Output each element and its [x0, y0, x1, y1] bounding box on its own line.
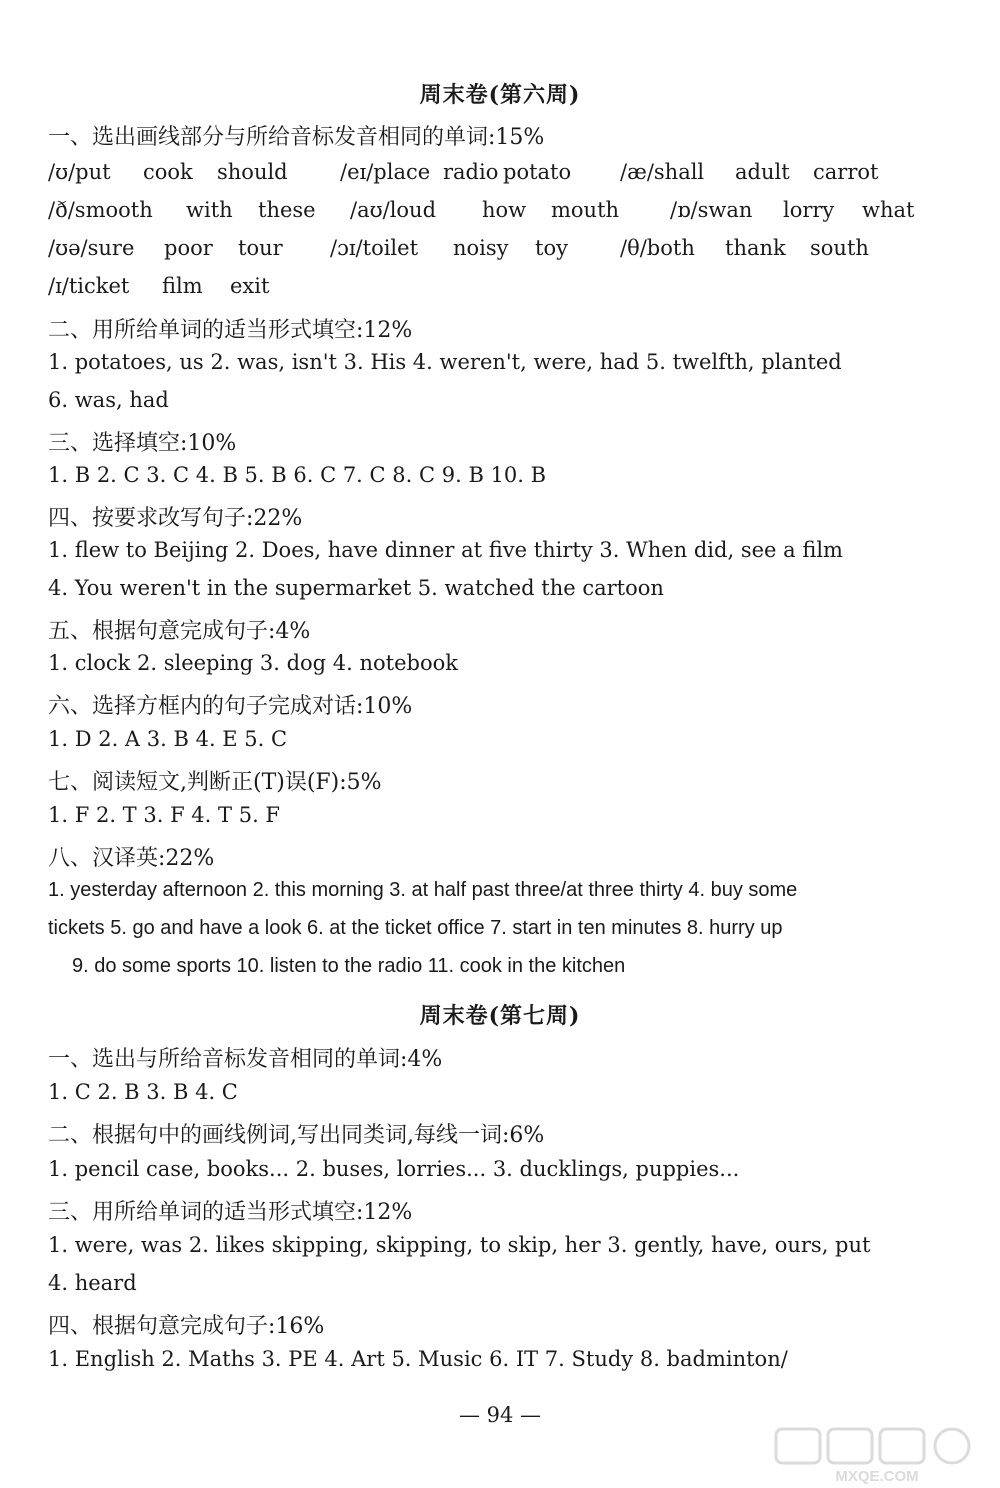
- answer-line: 9. do some sports 10. listen to the radio 11. cook in the kitchen: [72, 955, 626, 977]
- answer-line: 1. pencil case, books... 2. buses, lorries... 3. ducklings, puppies...: [48, 1157, 740, 1181]
- phonetic-item: /æ/shall: [620, 160, 705, 184]
- answer-line: 1. C 2. B 3. B 4. C: [48, 1080, 238, 1104]
- phonetic-item: poor: [164, 236, 213, 260]
- week6-title: 周末卷(第六周): [419, 82, 581, 108]
- watermark-text: MXQE.COM: [835, 1468, 919, 1485]
- answer-line: 1. F 2. T 3. F 4. T 5. F: [48, 803, 280, 827]
- answer-line: 1. B 2. C 3. C 4. B 5. B 6. C 7. C 8. C 9. B 10. B: [48, 463, 547, 487]
- phonetic-item: these: [258, 198, 316, 222]
- phonetic-item: /eɪ/place: [340, 160, 431, 184]
- phonetic-item: /θ/both: [620, 236, 695, 260]
- phonetic-item: exit: [230, 274, 270, 298]
- phonetic-item: cook: [143, 160, 193, 184]
- phonetic-item: adult: [735, 160, 790, 184]
- answer-line: tickets 5. go and have a look 6. at the ticket office 7. start in ten minutes 8. hurry up: [48, 917, 783, 939]
- answer-line: 4. heard: [48, 1271, 137, 1295]
- week6-q2-heading: 二、用所给单词的适当形式填空:12%: [48, 318, 413, 343]
- answer-line: 1. were, was 2. likes skipping, skipping, to skip, her 3. gently, have, ours, put: [48, 1233, 871, 1257]
- phonetic-item: with: [186, 198, 233, 222]
- answer-line: 4. You weren't in the supermarket 5. watched the cartoon: [48, 576, 664, 600]
- answer-line: 1. flew to Beijing 2. Does, have dinner at five thirty 3. When did, see a film: [48, 538, 843, 562]
- phonetic-item: /ʊə/sure: [48, 236, 135, 260]
- week6-q6-heading: 六、选择方框内的句子完成对话:10%: [48, 694, 413, 719]
- phonetic-item: /ɒ/swan: [670, 198, 753, 222]
- answer-line: 6. was, had: [48, 388, 169, 412]
- week7-q3-heading: 三、用所给单词的适当形式填空:12%: [48, 1200, 413, 1225]
- page-number: — 94 —: [458, 1403, 542, 1427]
- answer-line: 1. clock 2. sleeping 3. dog 4. notebook: [48, 651, 458, 675]
- week6-q8-heading: 八、汉译英:22%: [48, 846, 215, 871]
- week7-q4-heading: 四、根据句意完成句子:16%: [48, 1314, 325, 1339]
- phonetic-item: potato: [503, 160, 572, 184]
- week6-q3-heading: 三、选择填空:10%: [48, 431, 237, 456]
- phonetic-item: film: [162, 274, 203, 298]
- week6-q5-heading: 五、根据句意完成句子:4%: [48, 619, 311, 644]
- phonetic-item: /aʊ/loud: [350, 198, 437, 222]
- phonetic-item: /ʊ/put: [48, 160, 111, 184]
- answer-line: 1. English 2. Maths 3. PE 4. Art 5. Music 6. IT 7. Study 8. badminton/: [48, 1347, 788, 1371]
- week7-q2-heading: 二、根据句中的画线例词,写出同类词,每线一词:6%: [48, 1123, 545, 1148]
- phonetic-item: should: [217, 160, 288, 184]
- phonetic-item: radio: [443, 160, 499, 184]
- answer-line: 1. D 2. A 3. B 4. E 5. C: [48, 727, 288, 751]
- phonetic-item: how: [482, 198, 527, 222]
- week6-q7-heading: 七、阅读短文,判断正(T)误(F):5%: [48, 770, 382, 795]
- week6-q1-heading: 一、选出画线部分与所给音标发音相同的单词:15%: [48, 125, 545, 150]
- phonetic-item: tour: [238, 236, 283, 260]
- phonetic-item: thank: [725, 236, 786, 260]
- week7-title: 周末卷(第七周): [419, 1003, 581, 1029]
- phonetic-item: south: [810, 236, 869, 260]
- phonetic-item: toy: [535, 236, 568, 260]
- week6-q4-heading: 四、按要求改写句子:22%: [48, 506, 303, 531]
- phonetic-item: /ð/smooth: [48, 198, 153, 222]
- phonetic-item: mouth: [551, 198, 620, 222]
- answer-line: 1. yesterday afternoon 2. this morning 3. at half past three/at three thirty 4. buy some: [48, 879, 798, 901]
- answer-line: 1. potatoes, us 2. was, isn't 3. His 4. weren't, were, had 5. twelfth, planted: [48, 350, 842, 374]
- week7-q1-heading: 一、选出与所给音标发音相同的单词:4%: [48, 1047, 443, 1072]
- phonetic-item: what: [862, 198, 915, 222]
- watermark-logo-icon: [772, 1425, 982, 1485]
- phonetic-item: lorry: [783, 198, 835, 222]
- phonetic-item: /ɔɪ/toilet: [330, 236, 419, 260]
- phonetic-item: carrot: [813, 160, 879, 184]
- phonetic-item: /ɪ/ticket: [48, 274, 130, 298]
- phonetic-item: noisy: [453, 236, 509, 260]
